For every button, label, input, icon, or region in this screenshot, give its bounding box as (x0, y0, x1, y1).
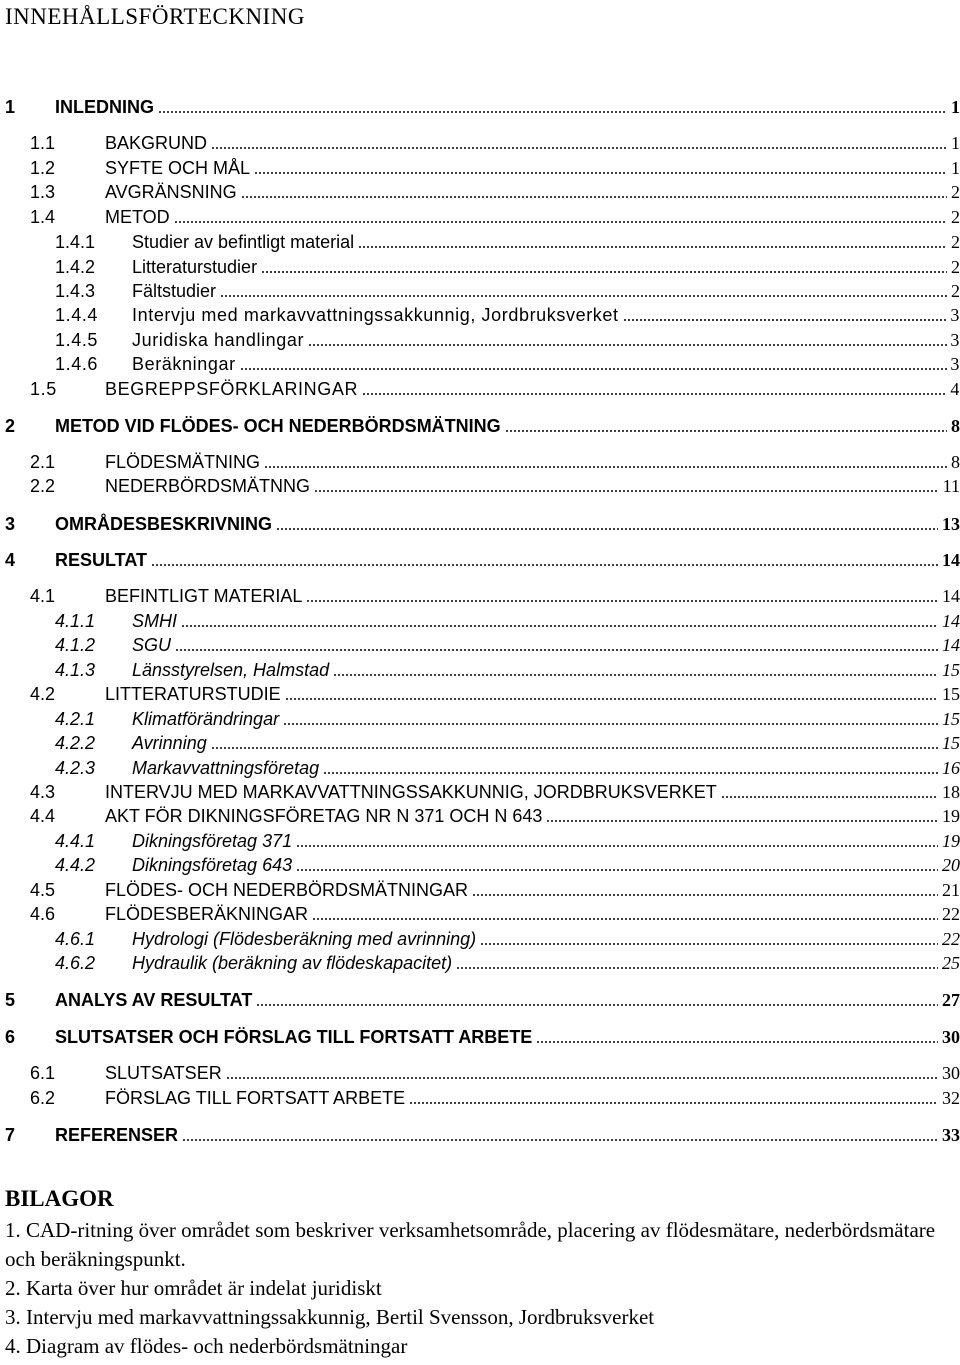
toc-leader-dots (306, 600, 938, 602)
toc-leader-dots (312, 918, 938, 920)
toc-label: Markavvattningsföretag (132, 758, 320, 778)
toc-label: FLÖDESMÄTNING (105, 452, 261, 472)
toc-leader-dots (358, 246, 947, 248)
toc-leader-dots (333, 674, 938, 676)
toc-entry (0, 94, 960, 118)
toc-number: 1 (5, 97, 16, 117)
toc-label: BEFINTLIGT MATERIAL (105, 586, 303, 606)
toc-page-number: 25 (942, 953, 960, 973)
toc-entry (0, 950, 960, 974)
appendix-item: 2. Karta över hur området är indelat juridiskt (5, 1276, 382, 1300)
toc-page-number: 3 (950, 305, 960, 325)
toc-entry (0, 828, 960, 852)
toc-entry (0, 1060, 960, 1084)
toc-entry (0, 1122, 960, 1146)
toc-page-number: 8 (951, 416, 960, 436)
toc-label: Dikningsföretag 371 (132, 831, 293, 851)
toc-entry (0, 302, 960, 326)
toc-entry (0, 901, 960, 925)
toc-label: Studier av befintligt material (132, 232, 355, 252)
toc-entry (0, 449, 960, 473)
toc-label: Hydrologi (Flödesberäkning med avrinning) (132, 929, 477, 949)
toc-page-number: 16 (942, 758, 960, 778)
toc-entry (0, 254, 960, 278)
toc-number: 6.2 (30, 1088, 56, 1108)
toc-leader-dots (181, 625, 938, 627)
toc-page-number: 1 (951, 97, 960, 117)
appendix-item: 3. Intervju med markavvattningssakkunnig, Bertil Svensson, Jordbruksverket (5, 1305, 655, 1329)
toc-entry (0, 987, 960, 1011)
toc-entry (0, 1085, 960, 1109)
toc-label: Länsstyrelsen, Halmstad (132, 660, 330, 680)
toc-leader-dots (472, 894, 938, 896)
toc-number: 2.1 (30, 452, 56, 472)
toc-leader-dots (211, 147, 947, 149)
toc-page-number: 1 (951, 133, 960, 153)
toc-number: 4.1.2 (55, 635, 96, 655)
toc-page-number: 15 (942, 660, 960, 680)
toc-leader-dots (174, 221, 947, 223)
toc-leader-dots (220, 295, 947, 297)
toc-page-number: 14 (942, 611, 960, 631)
toc-leader-dots (505, 430, 947, 432)
toc-label: AKT FÖR DIKNINGSFÖRETAG NR N 371 OCH N 643 (105, 806, 543, 826)
toc-leader-dots (456, 967, 938, 969)
toc-label: LITTERATURSTUDIE (105, 684, 281, 704)
toc-number: 4 (5, 550, 16, 570)
toc-entry (0, 803, 960, 827)
toc-label: Avrinning (132, 733, 207, 753)
toc-leader-dots (241, 196, 947, 198)
toc-number: 4.1.1 (55, 611, 96, 631)
toc-page-number: 2 (951, 232, 960, 252)
toc-number: 5 (5, 990, 16, 1010)
toc-leader-dots (536, 1041, 938, 1043)
toc-page-number: 11 (942, 476, 960, 496)
toc-number: 4.1 (30, 586, 56, 606)
toc-leader-dots (175, 649, 938, 651)
toc-label: REFERENSER (55, 1125, 179, 1145)
toc-number: 4.2.3 (55, 758, 96, 778)
page-title: INNEHÅLLSFÖRTECKNING (5, 4, 305, 29)
toc-number: 1.3 (30, 182, 56, 202)
toc-entry (0, 608, 960, 632)
toc-label: Juridiska handlingar (132, 330, 305, 350)
toc-page-number: 3 (950, 330, 960, 350)
toc-number: 6 (5, 1027, 16, 1047)
toc-label: ANALYS AV RESULTAT (55, 990, 253, 1010)
toc-leader-dots (264, 466, 947, 468)
toc-entry (0, 155, 960, 179)
toc-number: 4.4.1 (55, 831, 96, 851)
toc-page-number: 1 (951, 158, 960, 178)
toc-leader-dots (261, 271, 947, 273)
toc-leader-dots (182, 1139, 938, 1141)
toc-label: OMRÅDESBESKRIVNING (55, 514, 273, 534)
toc-entry (0, 413, 960, 437)
toc-number: 1.4.4 (55, 305, 99, 325)
toc-number: 4.3 (30, 782, 56, 802)
toc-entry (0, 657, 960, 681)
toc-number: 4.6.1 (55, 929, 96, 949)
toc-leader-dots (296, 869, 938, 871)
toc-leader-dots (158, 111, 947, 113)
toc-leader-dots (276, 528, 938, 530)
toc-leader-dots (240, 368, 947, 370)
toc-page-number: 15 (942, 684, 960, 704)
toc-number: 1.4.3 (55, 281, 96, 301)
toc-number: 4.6 (30, 904, 56, 924)
toc-leader-dots (623, 319, 947, 321)
toc-leader-dots (480, 943, 938, 945)
toc-leader-dots (211, 747, 938, 749)
toc-number: 4.6.2 (55, 953, 96, 973)
toc-number: 6.1 (30, 1063, 56, 1083)
toc-number: 1.2 (30, 158, 56, 178)
toc-number: 1.4.2 (55, 257, 96, 277)
toc-leader-dots (314, 490, 939, 492)
toc-entry (0, 1024, 960, 1048)
toc-entry (0, 351, 960, 375)
toc-page-number: 30 (942, 1027, 960, 1047)
toc-page-number: 8 (951, 452, 960, 472)
toc-page-number: 22 (942, 904, 960, 924)
toc-page-number: 2 (951, 257, 960, 277)
toc-label: SMHI (132, 611, 177, 631)
toc-label: BAKGRUND (105, 133, 208, 153)
toc-label: Litteraturstudier (132, 257, 258, 277)
appendix-item: 4. Diagram av flödes- och nederbördsmätningar (5, 1334, 408, 1358)
toc-label: Intervju med markavvattningssakkunnig, Jordbruksverket (132, 305, 619, 325)
toc-page-number: 4 (950, 379, 960, 399)
appendix-title: BILAGOR (5, 1186, 114, 1211)
toc-entry (0, 706, 960, 730)
toc-entry (0, 376, 960, 400)
toc-leader-dots (362, 393, 947, 395)
toc-label: INTERVJU MED MARKAVVATTNINGSSAKKUNNIG, JORDBRUKSVERKET (105, 782, 717, 802)
toc-page-number: 3 (950, 354, 960, 374)
toc-number: 4.2 (30, 684, 56, 704)
toc-page-number: 14 (942, 635, 960, 655)
toc-label: BEGREPPSFÖRKLARINGAR (105, 379, 359, 399)
toc-page-number: 19 (942, 831, 960, 851)
toc-page-number: 14 (942, 550, 960, 570)
toc-page-number: 18 (942, 782, 960, 802)
toc-entry (0, 473, 960, 497)
toc-entry (0, 179, 960, 203)
toc-entry (0, 877, 960, 901)
toc-label: AVGRÄNSNING (105, 182, 237, 202)
toc-entry (0, 130, 960, 154)
toc-leader-dots (409, 1102, 938, 1104)
toc-page-number: 2 (951, 182, 960, 202)
toc-label: Dikningsföretag 643 (132, 855, 293, 875)
toc-label: METOD (105, 207, 170, 227)
toc-entry (0, 547, 960, 571)
toc-page-number: 15 (942, 709, 960, 729)
toc-number: 1.4.6 (55, 354, 99, 374)
toc-number: 4.4.2 (55, 855, 96, 875)
toc-page-number: 20 (942, 855, 960, 875)
toc-number: 1.4 (30, 207, 56, 227)
toc-label: Beräkningar (132, 354, 236, 374)
toc-leader-dots (546, 820, 938, 822)
toc-entry (0, 755, 960, 779)
toc-number: 1.5 (30, 379, 57, 399)
toc-label: SLUTSATSER (105, 1063, 222, 1083)
toc-number: 3 (5, 514, 16, 534)
toc-number: 4.4 (30, 806, 56, 826)
toc-number: 1.4.5 (55, 330, 99, 350)
toc-entry (0, 681, 960, 705)
toc-label: FLÖDESBERÄKNINGAR (105, 904, 309, 924)
toc-entry (0, 730, 960, 754)
toc-leader-dots (323, 772, 938, 774)
toc-label: RESULTAT (55, 550, 147, 570)
toc-label: NEDERBÖRDSMÄTNNG (105, 476, 311, 496)
toc-number: 1.4.1 (55, 232, 96, 252)
toc-page-number: 15 (942, 733, 960, 753)
toc-label: FLÖDES- OCH NEDERBÖRDSMÄTNINGAR (105, 880, 469, 900)
toc-number: 2 (5, 416, 16, 436)
toc-label: FÖRSLAG TILL FORTSATT ARBETE (105, 1088, 406, 1108)
toc-entry (0, 632, 960, 656)
toc-page-number: 22 (942, 929, 960, 949)
toc-leader-dots (285, 698, 938, 700)
toc-leader-dots (308, 344, 947, 346)
toc-label: Hydraulik (beräkning av flödeskapacitet) (132, 953, 453, 973)
toc-entry (0, 327, 960, 351)
toc-leader-dots (151, 564, 938, 566)
appendix-item: 1. CAD-ritning över området som beskriver verksamhetsområde, placering av flödesmätare, nederbördsmätare och beräkningspunkt. (5, 1218, 936, 1271)
toc-leader-dots (283, 723, 938, 725)
toc-entry (0, 229, 960, 253)
toc-entry (0, 583, 960, 607)
toc-entry (0, 926, 960, 950)
toc-page-number: 27 (942, 990, 960, 1010)
toc-leader-dots (254, 172, 947, 174)
toc-page-number: 33 (942, 1125, 960, 1145)
toc-page-number: 32 (942, 1088, 960, 1108)
toc-label: METOD VID FLÖDES- OCH NEDERBÖRDSMÄTNING (55, 416, 501, 436)
toc-number: 7 (5, 1125, 16, 1145)
toc-label: Fältstudier (132, 281, 217, 301)
toc-leader-dots (296, 845, 938, 847)
toc-page-number: 21 (942, 880, 960, 900)
toc-number: 4.2.2 (55, 733, 96, 753)
toc-leader-dots (226, 1077, 938, 1079)
toc-number: 4.1.3 (55, 660, 96, 680)
toc-entry (0, 278, 960, 302)
toc-page-number: 2 (951, 281, 960, 301)
toc-label: SLUTSATSER OCH FÖRSLAG TILL FORTSATT ARBETE (55, 1027, 533, 1047)
toc-page-number: 30 (942, 1063, 960, 1083)
toc-label: INLEDNING (55, 97, 154, 117)
toc-entry (0, 511, 960, 535)
toc-entry (0, 779, 960, 803)
toc-label: Klimatförändringar (132, 709, 280, 729)
toc-number: 2.2 (30, 476, 56, 496)
toc-page-number: 19 (942, 806, 960, 826)
toc-page-number: 14 (942, 586, 960, 606)
toc-entry (0, 204, 960, 228)
toc-leader-dots (256, 1004, 938, 1006)
toc-number: 1.1 (30, 133, 56, 153)
toc-number: 4.2.1 (55, 709, 96, 729)
toc-page-number: 13 (942, 514, 960, 534)
toc-entry (0, 852, 960, 876)
toc-number: 4.5 (30, 880, 56, 900)
toc-page-number: 2 (951, 207, 960, 227)
toc-label: SYFTE OCH MÅL (105, 158, 251, 178)
toc-label: SGU (132, 635, 172, 655)
